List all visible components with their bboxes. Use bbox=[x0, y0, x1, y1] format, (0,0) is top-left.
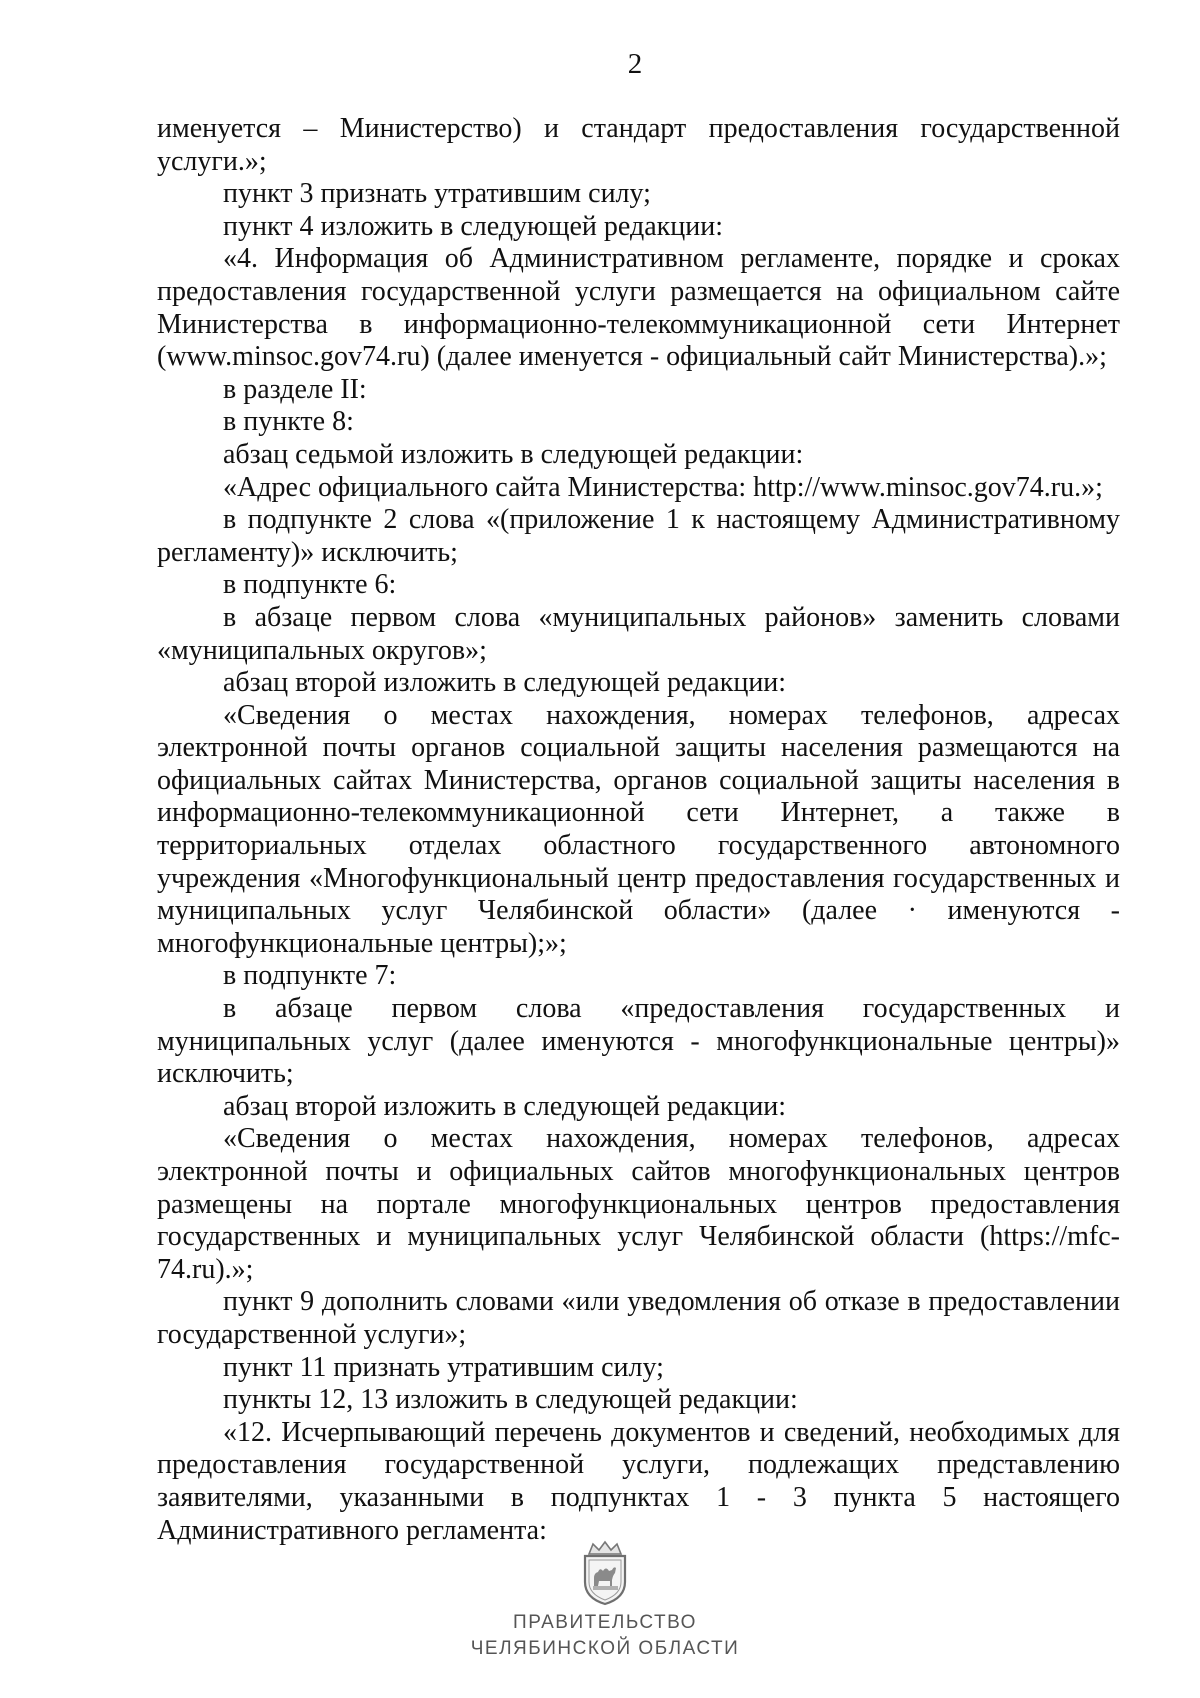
paragraph-subpunkt-6-abzac-1: в абзаце первом слова «муниципальных районов» заменить словами «муниципальных округов»; bbox=[157, 601, 1120, 666]
government-name-line-2: ЧЕЛЯБИНСКОЙ ОБЛАСТИ bbox=[470, 1638, 740, 1659]
paragraph-subpunkt-7-abzac-2-intro: абзац второй изложить в следующей редакции: bbox=[223, 1090, 787, 1122]
paragraph-subpunkt-6-abzac-2-intro: абзац второй изложить в следующей редакции: bbox=[223, 667, 787, 699]
paragraph-subpunkt-2: в подпункте 2 слова «(приложение 1 к настоящему Административному регламенту)» исключить; bbox=[157, 504, 1120, 568]
paragraph-punkt-4-text: «4. Информация об Административном регламенте, порядке и сроках предоставления государственной услуги размещается на официальном сайте Министерства в информационно-телекоммуникационной сети Интернет (www.minsoc.gov74.ru) (далее именуется - официальный сайт Министерства).»; bbox=[157, 243, 1120, 373]
paragraph-continuation: именуется – Министерство) и стандарт предоставления государственной услуги.»; bbox=[157, 113, 1120, 177]
paragraph-punkt-8: в пункте 8: bbox=[223, 406, 354, 438]
paragraph-punkt-12-text: «12. Исчерпывающий перечень документов и сведений, необходимых для предоставления государственной услуги, подлежащих представлению заявителями, указанными в подпунктах 1 - 3 пункта 5 настоящего Административного регламента: bbox=[157, 1416, 1120, 1546]
paragraph-subpunkt-7-abzac-2-text: «Сведения о местах нахождения, номерах телефонов, адресах электронной почты и официальных сайтов многофункциональных центров размещены на портале многофункциональных центров предоставления государственных и муниципальных услуг Челябинской области (https://mfc-74.ru).»; bbox=[157, 1123, 1120, 1285]
paragraph-punkt-3: пункт 3 признать утратившим силу; bbox=[223, 178, 651, 210]
paragraph-site-address: «Адрес официального сайта Министерства: http://www.minsoc.gov74.ru.»; bbox=[223, 471, 1103, 503]
paragraph-subpunkt-6: в подпункте 6: bbox=[223, 569, 397, 601]
paragraph-subpunkt-7-abzac-1: в абзаце первом слова «предоставления государственных и муниципальных услуг (далее именуются - многофункциональные центры)» исключить; bbox=[157, 993, 1120, 1090]
paragraph-punkt-9: пункт 9 дополнить словами «или уведомления об отказе в предоставлении государственной услуги»; bbox=[157, 1286, 1120, 1350]
document-body bbox=[157, 113, 1120, 1547]
paragraph-subpunkt-7: в подпункте 7: bbox=[223, 960, 397, 992]
paragraph-abzac-7-intro: абзац седьмой изложить в следующей редакции: bbox=[223, 438, 804, 470]
paragraph-punkt-11: пункт 11 признать утратившим силу; bbox=[223, 1351, 664, 1383]
chelyabinsk-coat-of-arms-icon bbox=[575, 1540, 635, 1606]
paragraph-punkt-4-intro: пункт 4 изложить в следующей редакции: bbox=[223, 210, 723, 242]
paragraph-section-2: в разделе II: bbox=[223, 373, 367, 405]
paragraph-subpunkt-6-abzac-2-text: «Сведения о местах нахождения, номерах телефонов, адресах электронной почты органов социальной защиты населения размещаются на официальных сайтах Министерства, органов социальной защиты населения в информационно-телекоммуникационной сети Интернет, а также в территориальных отделах областного государственного автономного учреждения «Многофункциональный центр предоставления государственных и муниципальных услуг Челябинской области» (далее · именуются - многофункциональные центры);»; bbox=[157, 699, 1120, 959]
paragraph-punkty-12-13-intro: пункты 12, 13 изложить в следующей редакции: bbox=[223, 1384, 798, 1416]
page-number: 2 bbox=[627, 48, 643, 80]
government-name-line-1: ПРАВИТЕЛЬСТВО bbox=[513, 1612, 697, 1633]
